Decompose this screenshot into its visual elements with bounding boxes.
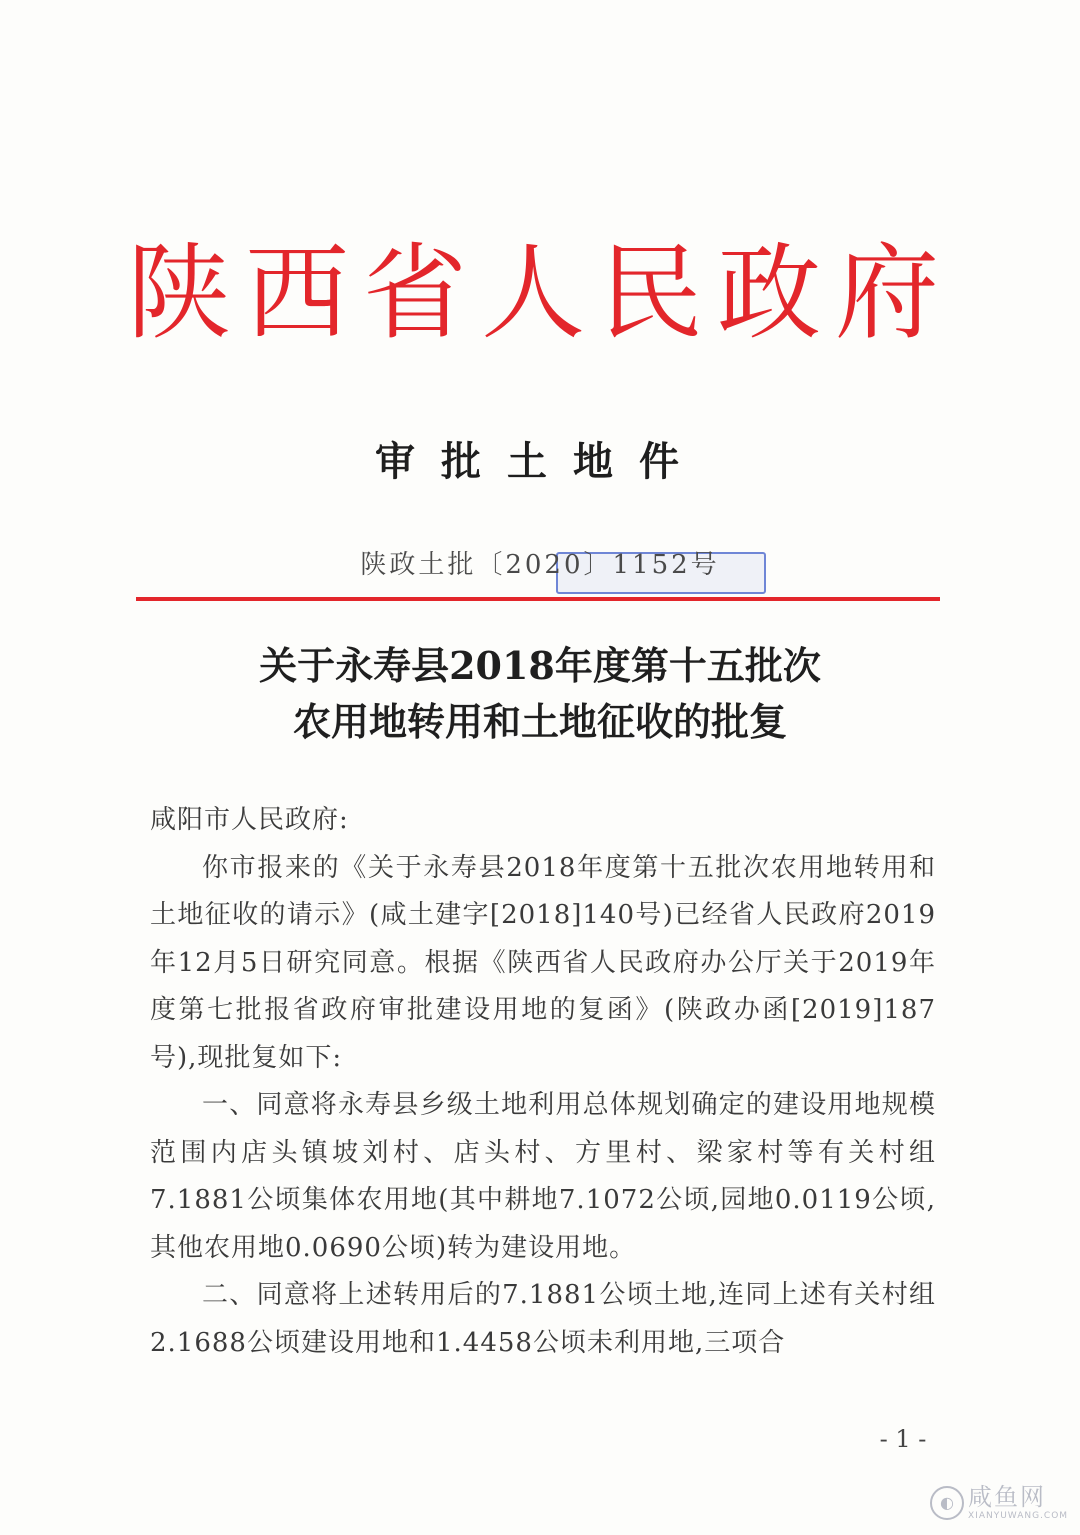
title-line-2: 农用地转用和土地征收的批复: [292, 699, 787, 744]
page-number: - 1 -: [879, 1425, 927, 1453]
document-type: 审批土地件: [375, 439, 705, 485]
document-title: [0, 638, 1080, 750]
red-divider: [136, 597, 940, 601]
addressee: 咸阳市人民政府:: [150, 805, 349, 835]
document-body: [150, 797, 936, 1367]
paragraph: 二、同意将上述转用后的7.1881公顷土地,连同上述有关村组2.1688公顷建设用地和1.4458公顷未利用地,三项合: [150, 1280, 936, 1358]
site-watermark: [930, 1482, 1069, 1526]
issuer-heading: 陕西省人民政府: [126, 232, 953, 354]
watermark-text: 咸鱼网: [968, 1483, 1046, 1511]
fish-logo-icon: ◐: [930, 1486, 964, 1520]
paragraph: 一、同意将永寿县乡级土地利用总体规划确定的建设用地规模范围内店头镇坡刘村、店头村、方里村、梁家村等有关村组7.1881公顷集体农用地(其中耕地7.1072公顷,园地0.0119公顷,其他农用地0.0690公顷)转为建设用地。: [150, 1090, 936, 1263]
watermark-subtext: XIANYUWANG.COM: [968, 1511, 1069, 1521]
document-number: 陕政土批〔2020〕1152号: [360, 550, 720, 580]
title-line-1: 关于永寿县2018年度第十五批次: [259, 643, 821, 688]
paragraph: 你市报来的《关于永寿县2018年度第十五批次农用地转用和土地征收的请示》(咸土建字[2018]140号)已经省人民政府2019年12月5日研究同意。根据《陕西省人民政府办公厅关于2019年度第七批报省政府审批建设用地的复函》(陕政办函[2019]187号),现批复如下:: [150, 852, 936, 1073]
